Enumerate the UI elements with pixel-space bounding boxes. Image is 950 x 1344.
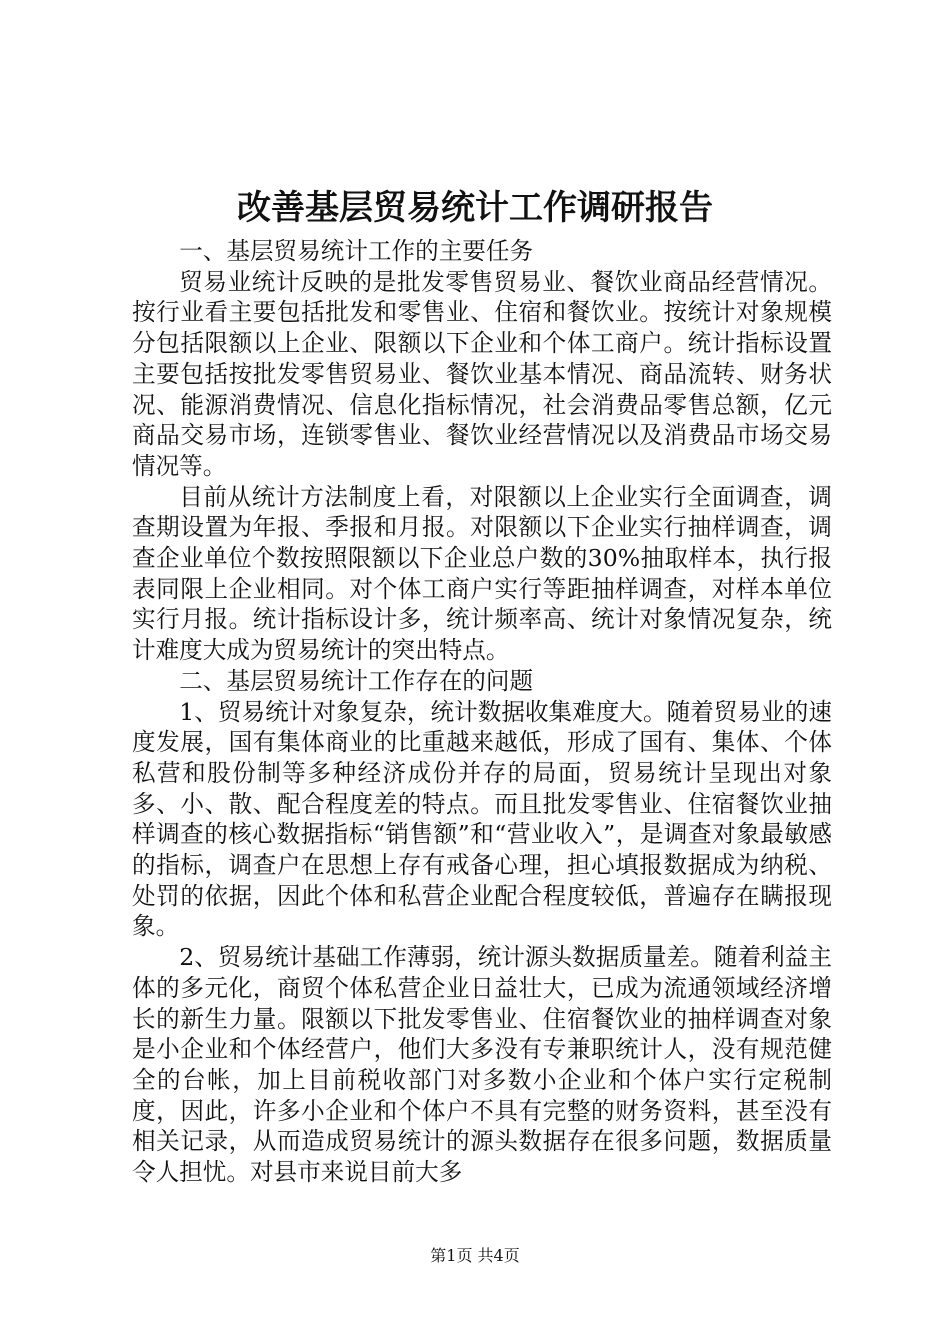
paragraph: 2、贸易统计基础工作薄弱，统计源头数据质量差。随着利益主体的多元化，商贸个体私营企业日益壮大，已成为流通领域经济增长的新生力量。限额以下批发零售业、住宿餐饮业的抽样调查对象是小企业和个体经营户，他们大多没有专兼职统计人，没有规范健全的台帐，加上目前税收部门对多数小企业和个体户实行定税制度，因此，许多小企业和个体户不具有完整的财务资料，甚至没有相关记录，从而造成贸易统计的源头数据存在很多问题，数据质量令人担忧。对县市来说目前大多 [132, 943, 832, 1187]
section-heading-2: 二、基层贸易统计工作存在的问题 [179, 666, 534, 695]
page-footer: 第1页 共4页 [430, 1246, 520, 1265]
document-title: 改善基层贸易统计工作调研报告 [237, 188, 713, 228]
section-heading-1: 一、基层贸易统计工作的主要任务 [179, 237, 534, 265]
paragraph: 1、贸易统计对象复杂，统计数据收集难度大。随着贸易业的速度发展，国有集体商业的比重越来越低，形成了国有、集体、个体私营和股份制等多种经济成份并存的局面，贸易统计呈现出对象多、小、散、配合程度差的特点。而且批发零售业、住宿餐饮业抽样调查的核心数据指标“销售额”和“营业收入”，是调查对象最敏感的指标，调查户在思想上存有戒备心理，担心填报数据成为纳税、处罚的依据，因此个体和私营企业配合程度较低，普遍存在瞒报现象。 [132, 697, 832, 941]
paragraph: 贸易业统计反映的是批发零售贸易业、餐饮业商品经营情况。按行业看主要包括批发和零售业、住宿和餐饮业。按统计对象规模分包括限额以上企业、限额以下企业和个体工商户。统计指标设置主要包括按批发零售贸易业、餐饮业基本情况、商品流转、财务状况、能源消费情况、信息化指标情况，社会消费品零售总额，亿元商品交易市场，连锁零售业、餐饮业经营情况以及消费品市场交易情况等。 [132, 267, 832, 480]
paragraph: 目前从统计方法制度上看，对限额以上企业实行全面调查，调查期设置为年报、季报和月报。对限额以下企业实行抽样调查，调查企业单位个数按照限额以下企业总户数的30%抽取样本，执行报表同限上企业相同。对个体工商户实行等距抽样调查，对样本单位实行月报。统计指标设计多，统计频率高、统计对象情况复杂，统计难度大成为贸易统计的突出特点。 [132, 482, 832, 665]
document-body [132, 236, 832, 1188]
